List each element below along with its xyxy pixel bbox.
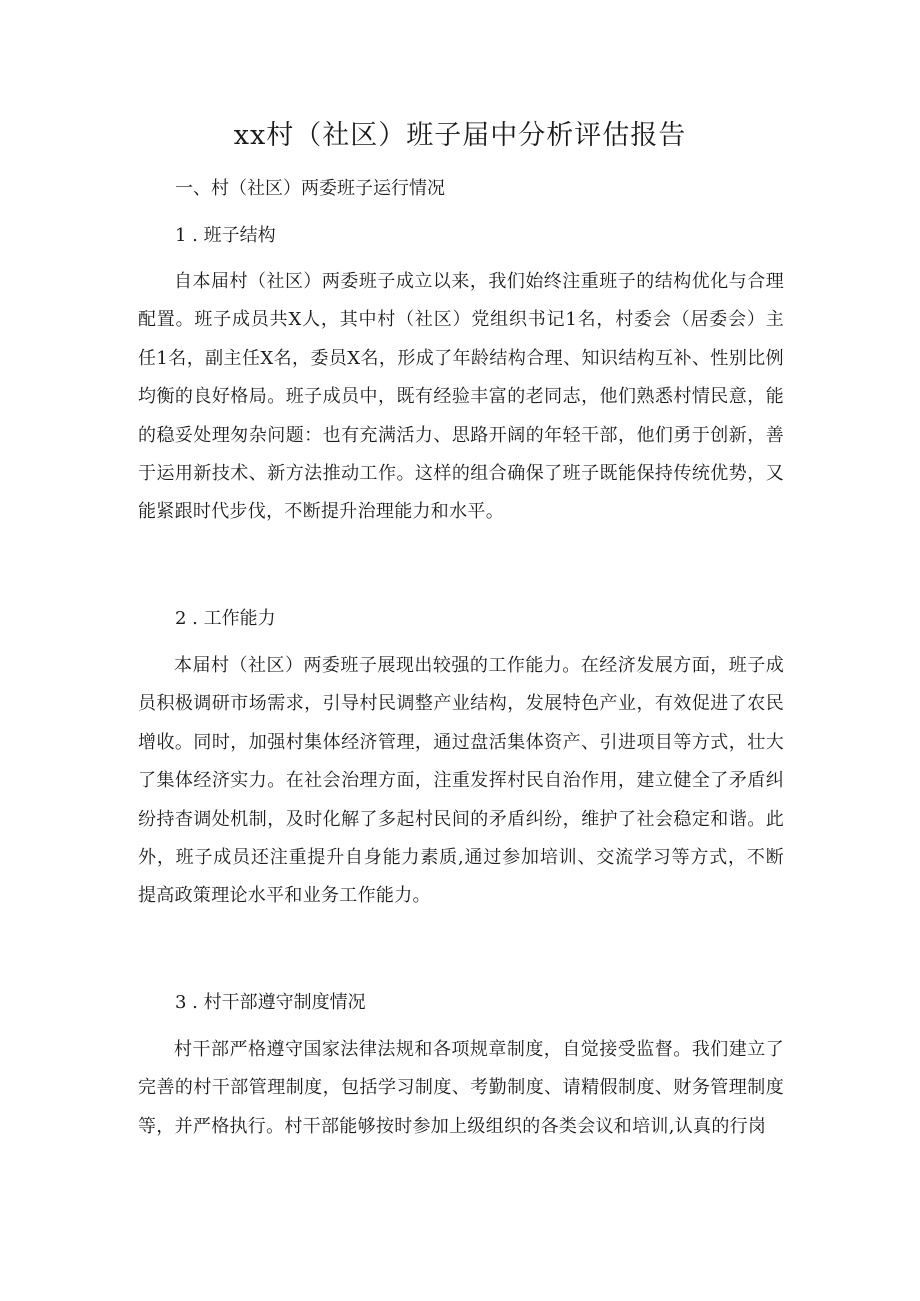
section-heading-1: 一、村（社区）两委班子运行情况 <box>175 178 445 199</box>
paragraph-structure: 自本届村（社区）两委班子成立以来，我们始终注重班子的结构优化与合理配置。班子成员共X人，其中村（社区）党组织书记1名，村委会（居委会）主任1名，副主任X名，委员X名，形成了年龄结构合理、知识结构互补、性别比例均衡的良好格局。班子成员中，既有经验丰富的老同志，他们熟悉村情民意，能的稳妥处理匆杂问题：也有充满活力、思路开阔的年轻干部，他们勇于创新，善于运用新技术、新方法推动工作。这样的组合确保了班子既能保持传统优势，又能紧跟时代步伐，不断提升治理能力和水平。 <box>138 271 784 523</box>
subsection-heading-discipline: 3 . 村干部遵守制度情况 <box>175 992 366 1013</box>
document-title: xx村（社区）班子届中分析评估报告 <box>233 120 687 151</box>
subsection-heading-structure: 1 . 班子结构 <box>175 225 276 246</box>
paragraph-discipline: 村干部严格遵守国家法律法规和各项规章制度，自觉接受监督。我们建立了完善的村干部管理制度，包括学习制度、考勤制度、请精假制度、财务管理制度等，并严格执行。村干部能够按时参加上级组织的各类会议和培训,认真的行岗 <box>138 1039 784 1137</box>
subsection-heading-ability: 2 . 工作能力 <box>175 608 276 629</box>
paragraph-ability: 本届村（社区）两委班子展现出较强的工作能力。在经济发展方面，班子成员积极调研市场需求，引导村民调整产业结构，发展特色产业，有效促进了农民增收。同时，加强村集体经济管理，通过盘活集体资产、引进项目等方式，壮大了集体经济实力。在社会治理方面，注重发挥村民自治作用，建立健全了矛盾纠纷持杳调处机制，及时化解了多起村民间的矛盾纠纷，维护了社会稳定和谐。此外，班子成员还注重提升自身能力素质,通过参加培训、交流学习等方式，不断提高政策理论水平和业务工作能力。 <box>138 655 784 907</box>
